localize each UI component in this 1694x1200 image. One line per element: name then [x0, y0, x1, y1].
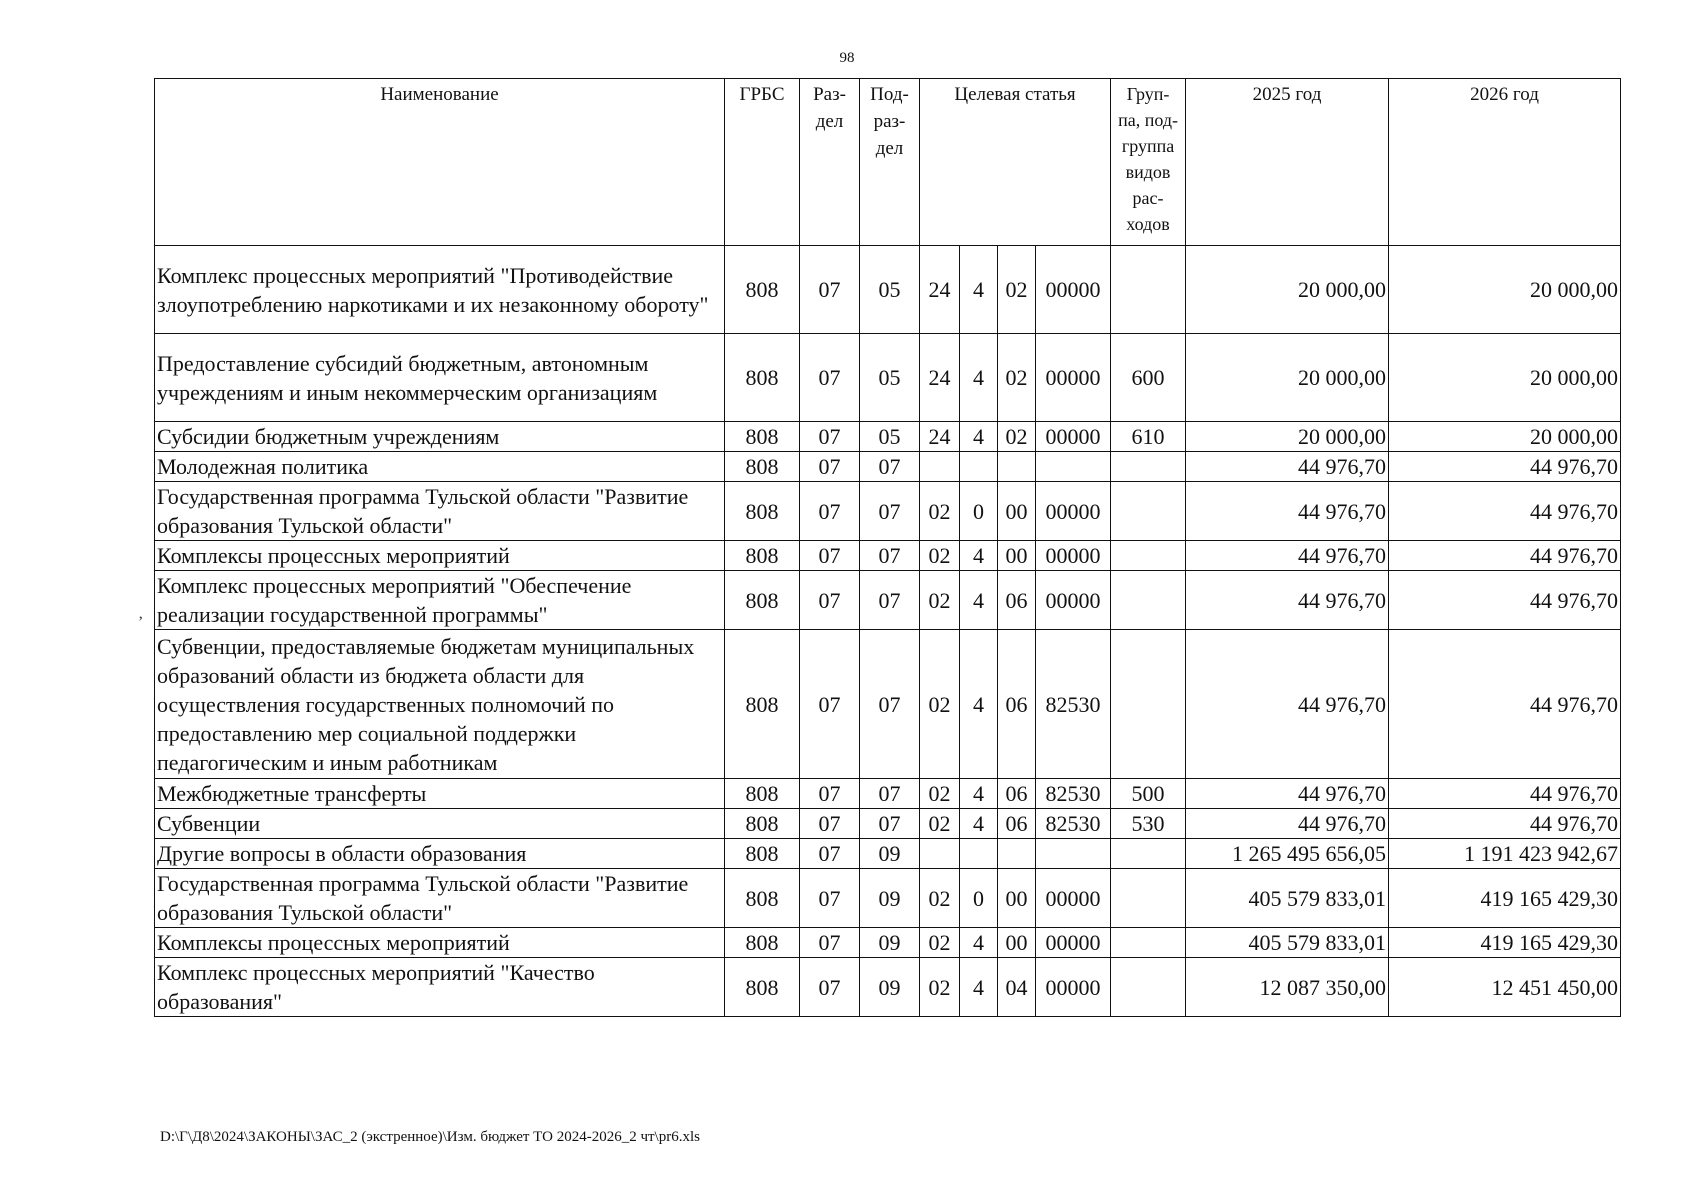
table-row	[155, 541, 1621, 571]
row-amount-2026: 1 191 423 942,67	[1389, 839, 1621, 869]
header-target-article: Целевая статья	[920, 79, 1111, 246]
row-amount-2025: 44 976,70	[1186, 809, 1389, 839]
row-name: Субвенции	[155, 809, 725, 839]
row-amount-2026: 419 165 429,30	[1389, 928, 1621, 958]
header-2026: 2026 год	[1389, 79, 1621, 246]
row-target-program: 02	[920, 809, 960, 839]
row-target-type: 4	[960, 571, 998, 630]
row-target-type: 0	[960, 869, 998, 928]
row-amount-2026: 44 976,70	[1389, 482, 1621, 541]
row-target-direction: 00000	[1036, 958, 1111, 1017]
row-amount-2026: 44 976,70	[1389, 541, 1621, 571]
row-target-type: 4	[960, 958, 998, 1017]
header-razdel: Раз- дел	[800, 79, 860, 246]
row-target-block: 04	[998, 958, 1036, 1017]
row-target-block: 06	[998, 571, 1036, 630]
row-podrazdel: 07	[860, 482, 920, 541]
row-amount-2025: 405 579 833,01	[1186, 869, 1389, 928]
row-target-type	[960, 452, 998, 482]
row-podrazdel: 07	[860, 630, 920, 779]
table-row	[155, 958, 1621, 1017]
row-amount-2026: 12 451 450,00	[1389, 958, 1621, 1017]
row-name: Комплекс процессных мероприятий "Противодействие злоупотреблению наркотиками и их незаконному обороту"	[155, 246, 725, 334]
row-name: Государственная программа Тульской области "Развитие образования Тульской области"	[155, 482, 725, 541]
row-amount-2025: 20 000,00	[1186, 422, 1389, 452]
row-amount-2025: 12 087 350,00	[1186, 958, 1389, 1017]
row-name: Комплексы процессных мероприятий	[155, 541, 725, 571]
row-expense-group	[1111, 928, 1186, 958]
row-grbs: 808	[725, 452, 800, 482]
stray-mark: ‚	[138, 605, 144, 622]
row-razdel: 07	[800, 809, 860, 839]
row-expense-group	[1111, 571, 1186, 630]
row-expense-group: 530	[1111, 809, 1186, 839]
row-target-direction: 82530	[1036, 809, 1111, 839]
row-target-program: 24	[920, 334, 960, 422]
row-target-type: 4	[960, 809, 998, 839]
row-target-direction	[1036, 452, 1111, 482]
row-amount-2025: 1 265 495 656,05	[1186, 839, 1389, 869]
table-row	[155, 809, 1621, 839]
row-target-direction: 00000	[1036, 869, 1111, 928]
row-amount-2026: 44 976,70	[1389, 809, 1621, 839]
table-row	[155, 779, 1621, 809]
row-expense-group: 500	[1111, 779, 1186, 809]
row-amount-2025: 20 000,00	[1186, 334, 1389, 422]
row-target-block: 00	[998, 482, 1036, 541]
budget-table	[154, 78, 1621, 1017]
row-expense-group: 600	[1111, 334, 1186, 422]
row-target-program: 02	[920, 541, 960, 571]
row-target-direction	[1036, 839, 1111, 869]
row-target-type	[960, 839, 998, 869]
row-grbs: 808	[725, 958, 800, 1017]
row-razdel: 07	[800, 630, 860, 779]
row-amount-2026: 44 976,70	[1389, 571, 1621, 630]
row-podrazdel: 05	[860, 334, 920, 422]
row-expense-group	[1111, 452, 1186, 482]
table-row	[155, 571, 1621, 630]
row-grbs: 808	[725, 928, 800, 958]
row-name: Предоставление субсидий бюджетным, автономным учреждениям и иным некоммерческим организациям	[155, 334, 725, 422]
row-name: Комплекс процессных мероприятий "Обеспечение реализации государственной программы"	[155, 571, 725, 630]
row-razdel: 07	[800, 958, 860, 1017]
row-grbs: 808	[725, 869, 800, 928]
row-amount-2026: 419 165 429,30	[1389, 869, 1621, 928]
row-target-program: 02	[920, 482, 960, 541]
row-target-type: 4	[960, 779, 998, 809]
header-row	[155, 79, 1621, 246]
row-target-type: 0	[960, 482, 998, 541]
header-grbs: ГРБС	[725, 79, 800, 246]
row-target-block: 00	[998, 541, 1036, 571]
table-row	[155, 869, 1621, 928]
row-target-program: 02	[920, 869, 960, 928]
row-expense-group	[1111, 839, 1186, 869]
row-razdel: 07	[800, 452, 860, 482]
table-body	[155, 246, 1621, 1017]
row-expense-group	[1111, 958, 1186, 1017]
row-expense-group	[1111, 869, 1186, 928]
row-expense-group	[1111, 541, 1186, 571]
row-amount-2026: 20 000,00	[1389, 334, 1621, 422]
row-podrazdel: 09	[860, 928, 920, 958]
row-amount-2025: 44 976,70	[1186, 571, 1389, 630]
row-target-type: 4	[960, 246, 998, 334]
row-target-direction: 00000	[1036, 482, 1111, 541]
row-target-block: 06	[998, 809, 1036, 839]
row-target-block: 00	[998, 928, 1036, 958]
row-target-direction: 00000	[1036, 571, 1111, 630]
row-razdel: 07	[800, 571, 860, 630]
row-razdel: 07	[800, 541, 860, 571]
row-amount-2025: 20 000,00	[1186, 246, 1389, 334]
row-podrazdel: 07	[860, 452, 920, 482]
row-grbs: 808	[725, 779, 800, 809]
row-target-block	[998, 839, 1036, 869]
row-grbs: 808	[725, 422, 800, 452]
row-grbs: 808	[725, 482, 800, 541]
row-grbs: 808	[725, 334, 800, 422]
row-expense-group	[1111, 246, 1186, 334]
row-podrazdel: 07	[860, 541, 920, 571]
table-row	[155, 334, 1621, 422]
row-target-block: 02	[998, 334, 1036, 422]
row-amount-2025: 44 976,70	[1186, 482, 1389, 541]
row-target-block: 06	[998, 630, 1036, 779]
row-podrazdel: 07	[860, 779, 920, 809]
row-name: Другие вопросы в области образования	[155, 839, 725, 869]
row-target-program: 24	[920, 422, 960, 452]
row-podrazdel: 09	[860, 839, 920, 869]
row-expense-group	[1111, 630, 1186, 779]
header-2025: 2025 год	[1186, 79, 1389, 246]
row-target-block: 02	[998, 246, 1036, 334]
row-target-direction: 82530	[1036, 779, 1111, 809]
row-target-direction: 00000	[1036, 541, 1111, 571]
row-razdel: 07	[800, 779, 860, 809]
row-target-type: 4	[960, 928, 998, 958]
row-razdel: 07	[800, 246, 860, 334]
row-target-program: 02	[920, 630, 960, 779]
row-target-type: 4	[960, 422, 998, 452]
footer-file-path: D:\Г\Д8\2024\ЗАКОНЫ\ЗАС_2 (экстренное)\Изм. бюджет ТО 2024-2026_2 чт\pr6.xls	[160, 1129, 700, 1145]
header-name: Наименование	[155, 79, 725, 246]
row-name: Субсидии бюджетным учреждениям	[155, 422, 725, 452]
table-row	[155, 928, 1621, 958]
row-target-program: 02	[920, 571, 960, 630]
header-expense-group: Груп- па, под- группа видов рас- ходов	[1111, 79, 1186, 246]
row-amount-2026: 44 976,70	[1389, 630, 1621, 779]
row-target-direction: 00000	[1036, 928, 1111, 958]
row-amount-2026: 20 000,00	[1389, 246, 1621, 334]
row-razdel: 07	[800, 422, 860, 452]
header-podrazdel: Под- раз- дел	[860, 79, 920, 246]
row-target-block: 06	[998, 779, 1036, 809]
table-row	[155, 422, 1621, 452]
row-grbs: 808	[725, 541, 800, 571]
row-name: Межбюджетные трансферты	[155, 779, 725, 809]
row-target-block: 00	[998, 869, 1036, 928]
row-target-program	[920, 452, 960, 482]
row-expense-group	[1111, 482, 1186, 541]
row-grbs: 808	[725, 839, 800, 869]
row-amount-2025: 44 976,70	[1186, 452, 1389, 482]
row-razdel: 07	[800, 928, 860, 958]
row-name: Комплекс процессных мероприятий "Качество образования"	[155, 958, 725, 1017]
row-target-program: 02	[920, 779, 960, 809]
row-target-direction: 00000	[1036, 334, 1111, 422]
row-target-program	[920, 839, 960, 869]
row-razdel: 07	[800, 869, 860, 928]
row-amount-2026: 44 976,70	[1389, 452, 1621, 482]
row-grbs: 808	[725, 809, 800, 839]
row-target-direction: 82530	[1036, 630, 1111, 779]
row-target-direction: 00000	[1036, 246, 1111, 334]
row-target-type: 4	[960, 541, 998, 571]
row-grbs: 808	[725, 246, 800, 334]
row-podrazdel: 09	[860, 869, 920, 928]
row-name: Комплексы процессных мероприятий	[155, 928, 725, 958]
row-podrazdel: 05	[860, 422, 920, 452]
row-amount-2025: 405 579 833,01	[1186, 928, 1389, 958]
row-target-type: 4	[960, 334, 998, 422]
row-amount-2025: 44 976,70	[1186, 779, 1389, 809]
table-row	[155, 452, 1621, 482]
row-razdel: 07	[800, 334, 860, 422]
row-expense-group: 610	[1111, 422, 1186, 452]
row-target-block: 02	[998, 422, 1036, 452]
table-row	[155, 839, 1621, 869]
row-amount-2025: 44 976,70	[1186, 541, 1389, 571]
row-target-program: 24	[920, 246, 960, 334]
row-grbs: 808	[725, 571, 800, 630]
row-name: Государственная программа Тульской области "Развитие образования Тульской области"	[155, 869, 725, 928]
row-grbs: 808	[725, 630, 800, 779]
row-amount-2025: 44 976,70	[1186, 630, 1389, 779]
table-row	[155, 482, 1621, 541]
row-amount-2026: 20 000,00	[1389, 422, 1621, 452]
row-podrazdel: 09	[860, 958, 920, 1017]
page-number: 98	[839, 50, 855, 66]
table-row	[155, 246, 1621, 334]
table-row	[155, 630, 1621, 779]
row-razdel: 07	[800, 839, 860, 869]
row-razdel: 07	[800, 482, 860, 541]
row-target-program: 02	[920, 928, 960, 958]
row-podrazdel: 07	[860, 571, 920, 630]
row-target-type: 4	[960, 630, 998, 779]
row-podrazdel: 05	[860, 246, 920, 334]
row-podrazdel: 07	[860, 809, 920, 839]
row-amount-2026: 44 976,70	[1389, 779, 1621, 809]
row-name: Молодежная политика	[155, 452, 725, 482]
row-target-block	[998, 452, 1036, 482]
row-target-direction: 00000	[1036, 422, 1111, 452]
row-target-program: 02	[920, 958, 960, 1017]
row-name: Субвенции, предоставляемые бюджетам муниципальных образований области из бюджета области для осуществления государственных полномочий по предоставлению мер социальной поддержки педагогическим и иным работникам	[155, 630, 725, 779]
